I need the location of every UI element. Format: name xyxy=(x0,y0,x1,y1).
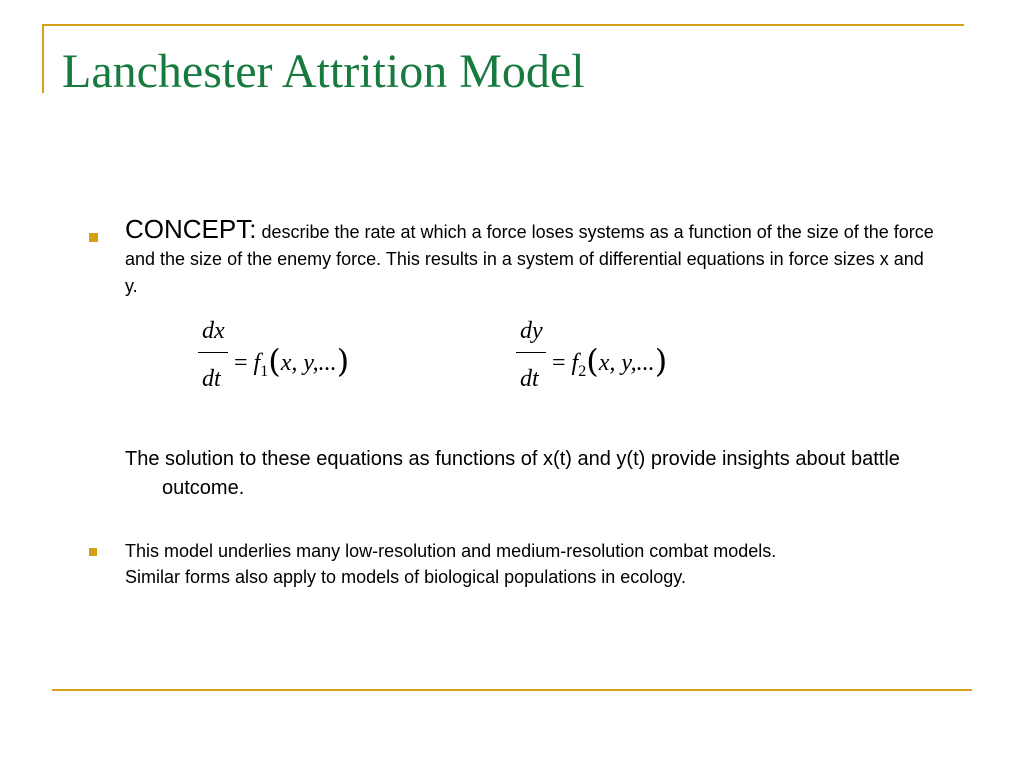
concept-heading: CONCEPT: xyxy=(125,214,257,244)
square-bullet-icon xyxy=(89,548,97,556)
model-usage-line-1: This model underlies many low-resolution and medium-resolution combat models. xyxy=(125,541,777,561)
equation-dy-dt xyxy=(516,318,716,398)
model-usage-line-2: Similar forms also apply to models of biological populations in ecology. xyxy=(125,567,686,587)
open-paren: ( xyxy=(586,342,599,380)
function-subscript: 1 xyxy=(260,363,269,380)
equation-numerator: dy xyxy=(520,318,543,344)
top-rule xyxy=(42,24,964,26)
concept-body: describe the rate at which a force loses systems as a function of the size of the force and the size of the enemy force. This results in a system of differential equations in force sizes x and y. xyxy=(125,222,934,296)
slide-title: Lanchester Attrition Model xyxy=(62,45,585,98)
close-paren: ) xyxy=(654,342,668,380)
bottom-rule xyxy=(52,689,972,691)
equation-rhs xyxy=(552,340,667,378)
function-subscript: 2 xyxy=(578,363,587,380)
open-paren: ( xyxy=(268,342,281,380)
equals-sign: = xyxy=(234,350,248,376)
fraction-bar xyxy=(516,352,546,353)
function-args: x, y,... xyxy=(598,350,655,376)
equation-numerator: dx xyxy=(202,318,225,344)
function-args: x, y,... xyxy=(280,350,337,376)
equation-denominator: dt xyxy=(520,366,539,392)
square-bullet-icon xyxy=(89,233,98,242)
equation-dx-dt xyxy=(198,318,398,398)
function-symbol: f xyxy=(253,350,261,376)
model-usage-paragraph xyxy=(125,538,945,590)
equation-rhs xyxy=(234,340,349,378)
function-symbol: f xyxy=(571,350,579,376)
close-paren: ) xyxy=(336,342,350,380)
equation-denominator: dt xyxy=(202,366,221,392)
solution-paragraph: The solution to these equations as functions of x(t) and y(t) provide insights about battle outcome. xyxy=(125,448,900,499)
left-rule xyxy=(42,24,44,93)
fraction-bar xyxy=(198,352,228,353)
concept-paragraph xyxy=(125,216,935,300)
equals-sign: = xyxy=(552,350,566,376)
